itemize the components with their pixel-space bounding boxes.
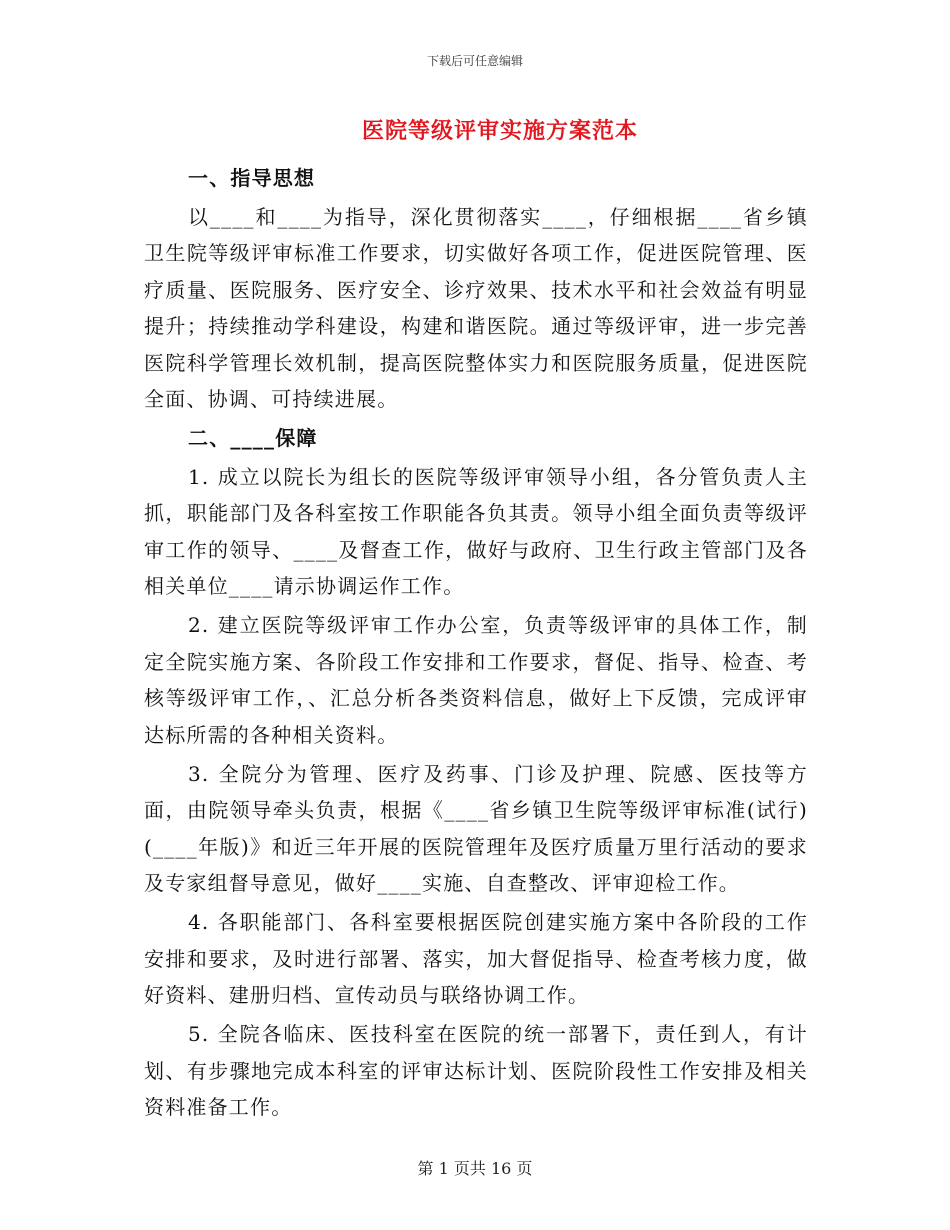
section-heading: 一、指导思想: [188, 166, 316, 190]
section-guiding-ideology: [144, 160, 808, 418]
section-heading: 二、____保障: [188, 426, 318, 450]
page-footer: 第 1 页共 16 页: [417, 1159, 533, 1178]
paragraph: 3. 全院分为管理、医疗及药事、门诊及护理、院感、医技等方面，由院领导牵头负责，根据《____省乡镇卫生院等级评审标准(试行)(____年版)》和近三年开展的医院管理年及医疗质量万里行活动的要求及专家组督导意见，做好____实施、自查整改、评审迎检工作。: [144, 761, 808, 895]
paragraph: 4. 各职能部门、各科室要根据医院创建实施方案中各阶段的工作安排和要求，及时进行部署、落实，加大督促指导、检查考核力度，做好资料、建册归档、宣传动员与联络协调工作。: [144, 910, 808, 1007]
document-body: [144, 160, 808, 1128]
document-title: 医院等级评审实施方案范本: [361, 118, 638, 144]
paragraph: 2. 建立医院等级评审工作办公室，负责等级评审的具体工作，制定全院实施方案、各阶段工作安排和工作要求，督促、指导、检查、考核等级评审工作，、汇总分析各类资料信息，做好上下反馈，完成评审达标所需的各种相关资料。: [144, 613, 808, 747]
paragraph: 1. 成立以院长为组长的医院等级评审领导小组，各分管负责人主抓，职能部门及各科室按工作职能各负其责。领导小组全面负责等级评审工作的领导、____及督查工作，做好与政府、卫生行政主管部门及各相关单位____请示协调运作工作。: [144, 464, 808, 598]
section-guarantee: [144, 420, 808, 1126]
page-header: 下载后可任意编辑: [426, 54, 523, 68]
paragraph: 5. 全院各临床、医技科室在医院的统一部署下，责任到人，有计划、有步骤地完成本科室的评审达标计划、医院阶段性工作安排及相关资料准备工作。: [144, 1022, 808, 1119]
paragraph: 以____和____为指导，深化贯彻落实____，仔细根据____省乡镇卫生院等级评审标准工作要求，切实做好各项工作，促进医院管理、医疗质量、医院服务、医疗安全、诊疗效果、技术水平和社会效益有明显提升；持续推动学科建设，构建和谐医院。通过等级评审，进一步完善医院科学管理长效机制，提高医院整体实力和医院服务质量，促进医院全面、协调、可持续进展。: [144, 204, 808, 411]
